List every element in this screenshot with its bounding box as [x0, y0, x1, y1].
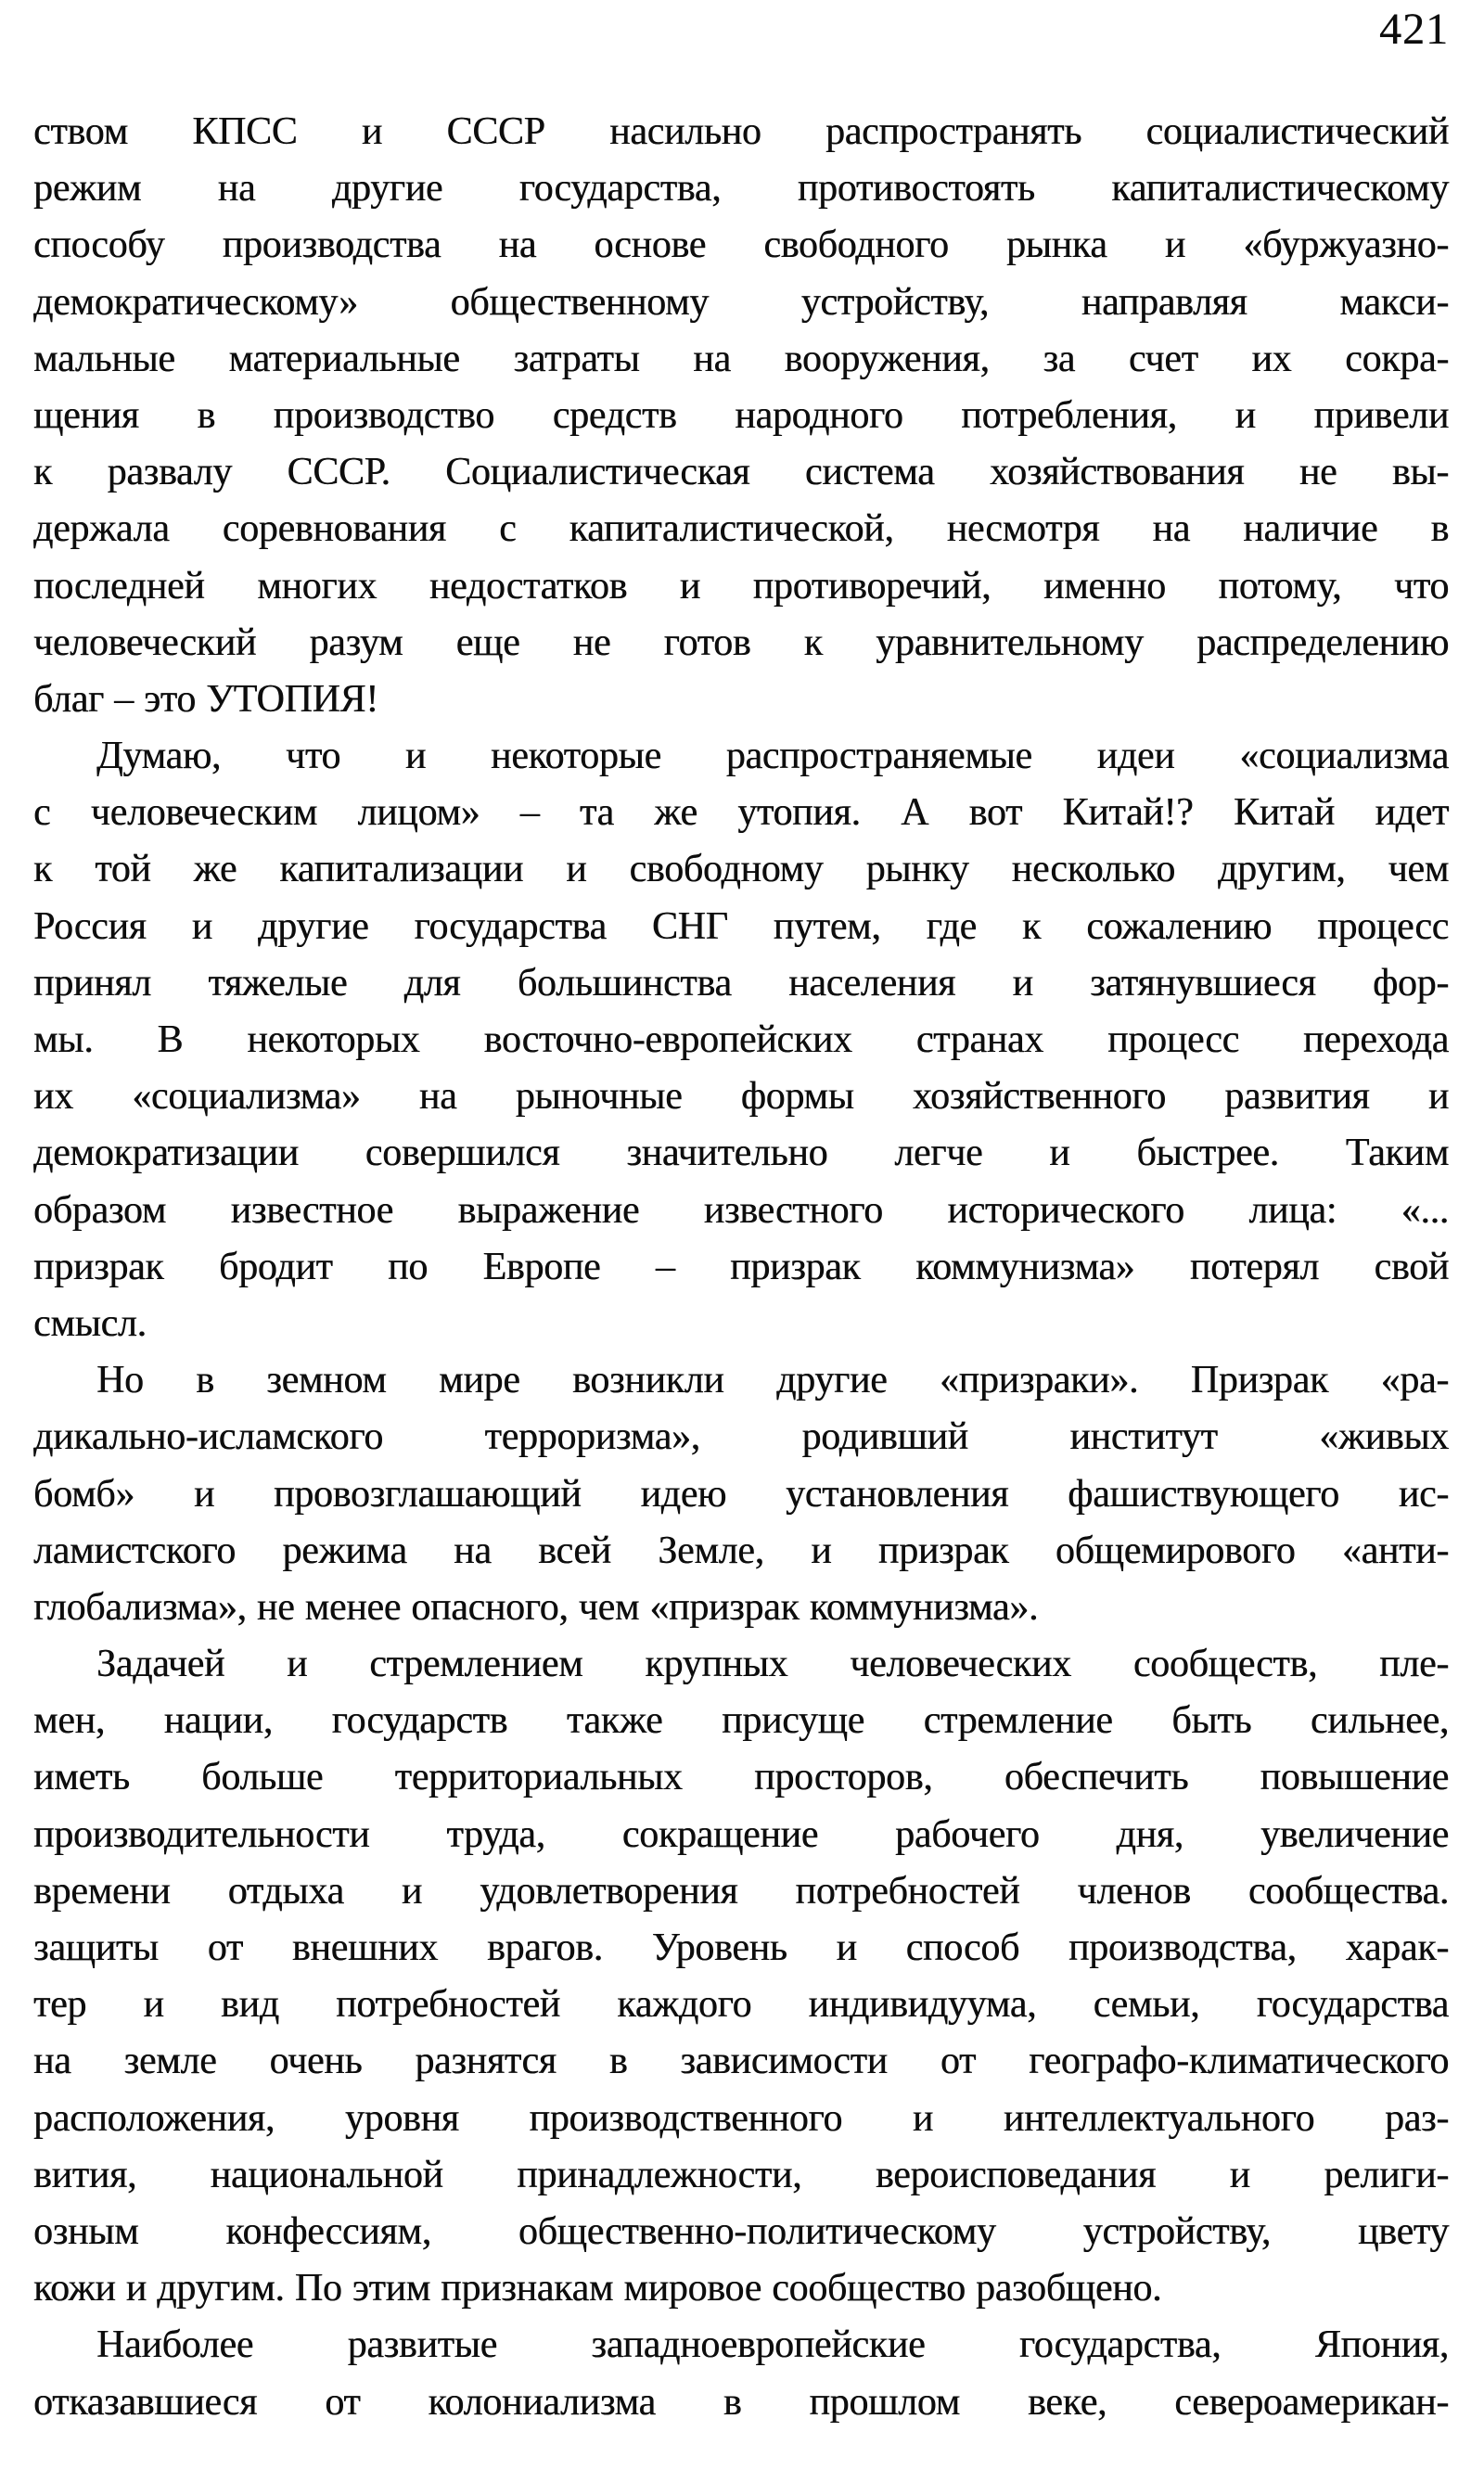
text-line: вития, национальной принадлежности, вероисповедания и религи- — [33, 2153, 1449, 2196]
text-line: демократизации совершился значительно легче и быстрее. Таким — [33, 1132, 1449, 1175]
text-line: Наиболее развитые западноевропейские государства, Япония, — [96, 2323, 1449, 2367]
text-line: благ – это УТОПИЯ! — [33, 677, 378, 721]
text-line: иметь больше территориальных просторов, обеспечить повышение — [33, 1756, 1449, 1799]
text-line: дикально-исламского терроризма», родивший институт «живых — [33, 1415, 1449, 1459]
text-line: Но в земном мире возникли другие «призраки». Призрак «ра- — [96, 1359, 1449, 1402]
text-line: мы. В некоторых восточно-европейских странах процесс перехода — [33, 1018, 1449, 1061]
page-text-block — [33, 104, 1449, 2431]
text-line: ламистского режима на всей Земле, и призрак общемирового «анти- — [33, 1529, 1449, 1572]
text-line: образом известное выражение известного исторического лица: «... — [33, 1188, 1449, 1232]
text-line: времени отдыха и удовлетворения потребностей членов сообщества. — [33, 1869, 1449, 1913]
text-line: с человеческим лицом» – та же утопия. А вот Китай!? Китай идет — [33, 791, 1449, 835]
text-line: их «социализма» на рыночные формы хозяйственного развития и — [33, 1075, 1449, 1119]
text-line: на земле очень разнятся в зависимости от географо-климатического — [33, 2040, 1449, 2083]
text-line: защиты от внешних врагов. Уровень и способ производства, харак- — [33, 1926, 1449, 1969]
text-line: Россия и другие государства СНГ путем, где к сожалению процесс — [33, 904, 1449, 948]
text-line: смысл. — [33, 1301, 147, 1345]
text-line: расположения, уровня производственного и интеллектуального раз- — [33, 2096, 1449, 2140]
text-line: щения в производство средств народного потребления, и привели — [33, 393, 1449, 437]
text-line: призрак бродит по Европе – призрак коммунизма» потерял свой — [33, 1245, 1449, 1288]
text-line: отказавшиеся от колониализма в прошлом веке, североамерикан- — [33, 2380, 1449, 2424]
text-line: человеческий разум еще не готов к уравнительному распределению — [33, 621, 1449, 664]
text-line: кожи и другим. По этим признакам мировое сообщество разобщено. — [33, 2267, 1162, 2310]
text-line: демократическому» общественному устройству, направляя макси- — [33, 280, 1449, 324]
text-line: бомб» и провозглашающий идею установления фашиствующего ис- — [33, 1472, 1449, 1516]
text-line: последней многих недостатков и противоречий, именно потому, что — [33, 564, 1449, 608]
page-number: 421 — [1379, 5, 1449, 54]
text-line: к развалу СССР. Социалистическая система хозяйствования не вы- — [33, 451, 1449, 494]
text-line: режим на другие государства, противостоять капиталистическому — [33, 167, 1449, 211]
text-line: мальные материальные затраты на вооружения, за счет их сокра- — [33, 337, 1449, 380]
text-line: мен, нации, государств также присуще стремление быть сильнее, — [33, 1699, 1449, 1743]
text-line: производительности труда, сокращение рабочего дня, увеличение — [33, 1812, 1449, 1856]
text-line: способу производства на основе свободного рынка и «буржуазно- — [33, 224, 1449, 267]
text-line: ством КПСС и СССР насильно распространять социалистический — [33, 110, 1449, 153]
text-line: озным конфессиям, общественно-политическому устройству, цвету — [33, 2209, 1449, 2253]
text-line: принял тяжелые для большинства населения и затянувшиеся фор- — [33, 961, 1449, 1005]
text-line: глобализма», не менее опасного, чем «призрак коммунизма». — [33, 1585, 1039, 1629]
text-line: к той же капитализации и свободному рынку несколько другим, чем — [33, 848, 1449, 891]
text-line: Задачей и стремлением крупных человеческих сообществ, пле- — [96, 1643, 1449, 1686]
text-line: тер и вид потребностей каждого индивидуума, семьи, государства — [33, 1983, 1449, 2027]
text-line: Думаю, что и некоторые распространяемые идеи «социализма — [96, 735, 1449, 778]
text-line: держала соревнования с капиталистической, несмотря на наличие в — [33, 507, 1449, 551]
